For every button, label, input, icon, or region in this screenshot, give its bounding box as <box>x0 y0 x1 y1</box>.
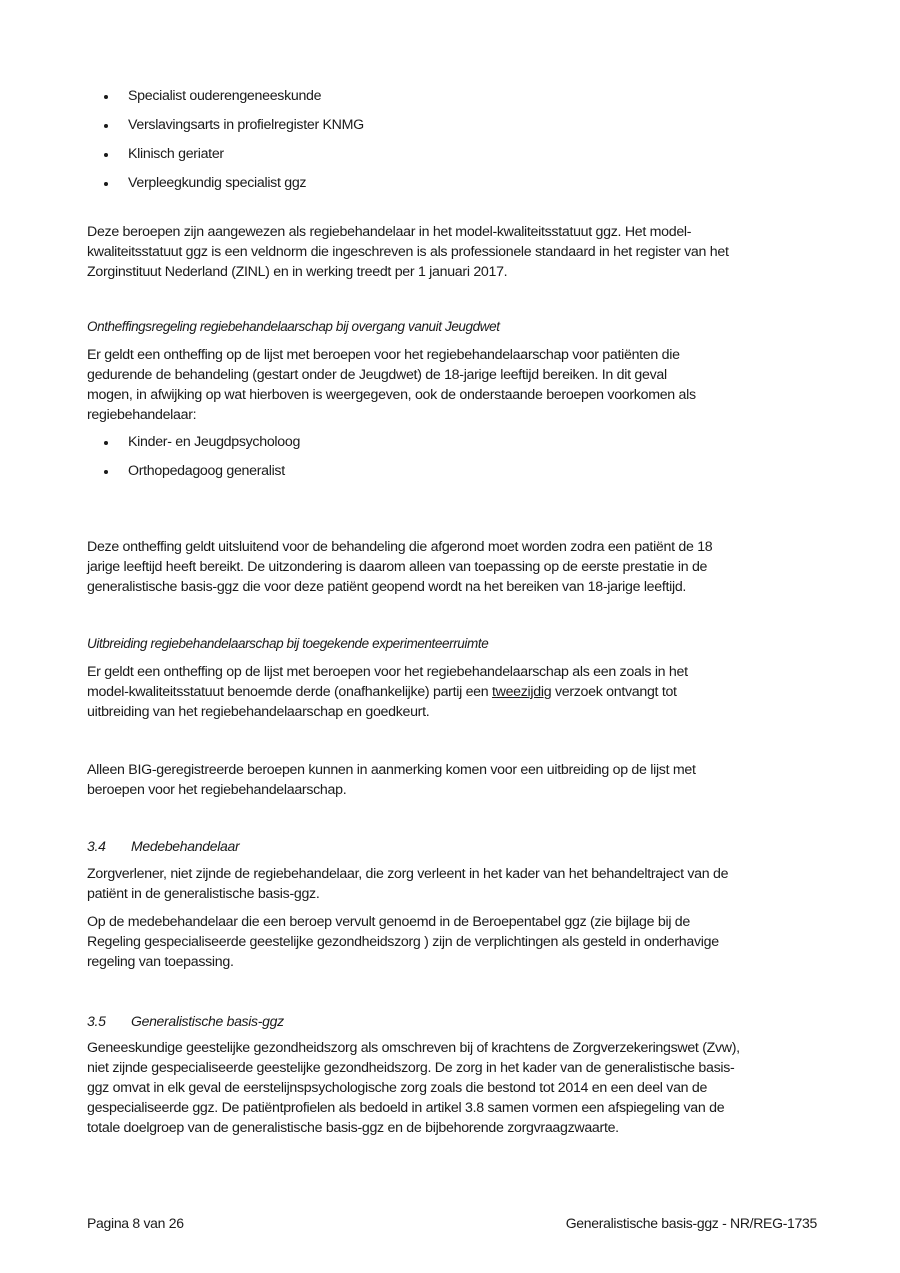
bullet-icon <box>104 95 108 99</box>
paragraph-ontheffing <box>87 345 827 425</box>
text-line: Zorgverlener, niet zijnde de regiebehandelaar, die zorg verleent in het kader van het behandeltraject van de <box>87 866 729 882</box>
text-line: generalistische basis-ggz die voor deze patiënt geopend wordt na het bereiken van 18-jarige leeftijd. <box>87 579 687 595</box>
text-fragment: model-kwaliteitsstatuut benoemde derde (onafhankelijke) partij een <box>87 684 492 700</box>
subheading-ontheffingsregeling: Ontheffingsregeling regiebehandelaarschap bij overgang vanuit Jeugdwet <box>87 319 500 334</box>
list-item <box>87 86 827 115</box>
profession-list <box>87 86 827 202</box>
text-line <box>87 682 827 702</box>
subheading-uitbreiding: Uitbreiding regiebehandelaarschap bij toegekende experimenteerruimte <box>87 636 489 651</box>
page-footer <box>87 1213 817 1233</box>
text-line: beroepen voor het regiebehandelaarschap. <box>87 782 347 798</box>
text-line: kwaliteitsstatuut ggz is een veldnorm die ingeschreven is als professionele standaard in het register van het <box>87 244 729 260</box>
underlined-term: tweezijdig <box>491 684 552 700</box>
text-line: Op de medebehandelaar die een beroep vervult genoemd in de Beroepentabel ggz (zie bijlage bij de <box>87 914 690 930</box>
section-heading-3-5 <box>87 1011 827 1031</box>
paragraph-medebehandelaar-obligations <box>87 912 827 972</box>
section-title: Medebehandelaar <box>131 838 240 854</box>
text-line: Alleen BIG-geregistreerde beroepen kunnen in aanmerking komen voor een uitbreiding op de lijst met <box>87 762 696 778</box>
section-heading-3-4 <box>87 836 827 856</box>
list-item <box>87 115 827 144</box>
document-reference: Generalistische basis-ggz - NR/REG-1735 <box>565 1215 817 1231</box>
list-item-text: Klinisch geriater <box>128 146 224 162</box>
text-line: gedurende de behandeling (gestart onder de Jeugdwet) de 18-jarige leeftijd bereiken. In dit geval <box>87 367 667 383</box>
text-line: Deze beroepen zijn aangewezen als regiebehandelaar in het model-kwaliteitsstatuut ggz. Het model- <box>87 224 692 240</box>
bullet-icon <box>104 470 108 474</box>
text-line: jarige leeftijd heeft bereikt. De uitzondering is daarom alleen van toepassing op de eerste prestatie in de <box>87 559 708 575</box>
jeugd-profession-list <box>87 432 827 490</box>
list-item <box>87 432 827 461</box>
text-line: mogen, in afwijking op wat hierboven is weergegeven, ook de onderstaande beroepen voorkomen als <box>87 387 696 403</box>
list-item <box>87 461 827 490</box>
text-line: Er geldt een ontheffing op de lijst met beroepen voor het regiebehandelaarschap voor patiënten die <box>87 347 680 363</box>
bullet-icon <box>104 153 108 157</box>
paragraph-medebehandelaar-definition <box>87 864 827 904</box>
text-line: regeling van toepassing. <box>87 954 234 970</box>
list-item-text: Kinder- en Jeugdpsycholoog <box>128 434 301 450</box>
text-line: gespecialiseerde ggz. De patiëntprofielen als bedoeld in artikel 3.8 samen vormen een afspiegeling van de <box>87 1100 725 1116</box>
paragraph-regiebehandelaar <box>87 222 827 282</box>
list-item-text: Specialist ouderengeneeskunde <box>128 88 322 104</box>
bullet-icon <box>104 441 108 445</box>
text-line: uitbreiding van het regiebehandelaarschap en goedkeurt. <box>87 704 430 720</box>
text-line: Regeling gespecialiseerde geestelijke gezondheidszorg ) zijn de verplichtingen als gesteld in onderhavige <box>87 934 719 950</box>
text-line: Er geldt een ontheffing op de lijst met beroepen voor het regiebehandelaarschap als een zoals in het <box>87 664 688 680</box>
list-item-text: Orthopedagoog generalist <box>128 463 285 479</box>
list-item-text: Verpleegkundig specialist ggz <box>128 175 307 191</box>
list-item-text: Verslavingsarts in profielregister KNMG <box>128 117 364 133</box>
text-line: totale doelgroep van de generalistische basis-ggz en de bijbehorende zorgvraagzwaarte. <box>87 1120 619 1136</box>
bullet-icon <box>104 182 108 186</box>
paragraph-generalistische-basis-ggz <box>87 1038 827 1138</box>
section-number: 3.4 <box>87 838 106 854</box>
text-line: patiënt in de generalistische basis-ggz. <box>87 886 320 902</box>
section-title: Generalistische basis-ggz <box>131 1013 284 1029</box>
text-line: niet zijnde gespecialiseerde geestelijke gezondheidszorg. De zorg in het kader van de generalistische basis- <box>87 1060 735 1076</box>
bullet-icon <box>104 124 108 128</box>
text-line: regiebehandelaar: <box>87 407 197 423</box>
list-item <box>87 173 827 202</box>
page-number: Pagina 8 van 26 <box>87 1215 184 1231</box>
paragraph-uitbreiding <box>87 662 827 722</box>
text-line: Geneeskundige geestelijke gezondheidszorg als omschreven bij of krachtens de Zorgverzekeringswet (Zvw), <box>87 1040 740 1056</box>
text-line: Zorginstituut Nederland (ZINL) en in werking treedt per 1 januari 2017. <box>87 264 508 280</box>
list-item <box>87 144 827 173</box>
text-fragment: verzoek ontvangt tot <box>551 684 677 700</box>
paragraph-ontheffing-scope <box>87 537 827 597</box>
section-number: 3.5 <box>87 1013 106 1029</box>
text-line: ggz omvat in elk geval de eerstelijnspsychologische zorg zoals die bestond tot 2014 en een deel van de <box>87 1080 708 1096</box>
text-line: Deze ontheffing geldt uitsluitend voor de behandeling die afgerond moet worden zodra een patiënt de 18 <box>87 539 713 555</box>
paragraph-big-registratie <box>87 760 827 800</box>
